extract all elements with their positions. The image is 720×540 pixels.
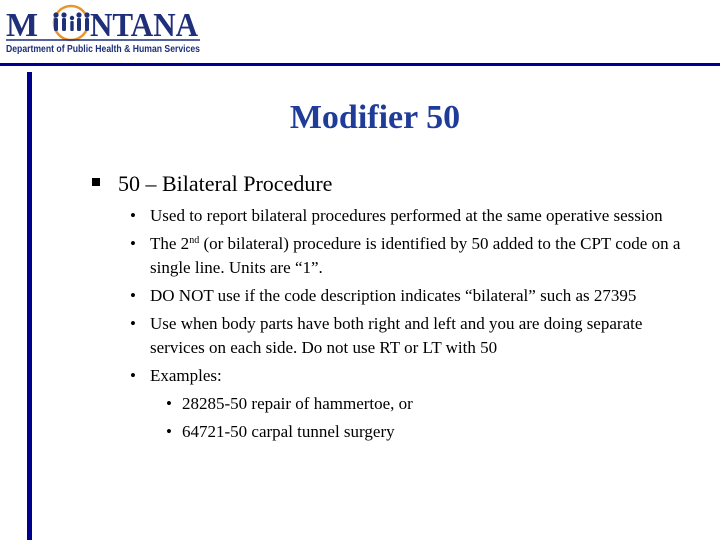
list-item: [92, 312, 682, 360]
list-item: [92, 232, 682, 280]
list-item-text-post: (or bilateral) procedure is identified by 50 added to the CPT code on a single line. Units are “1”.: [150, 234, 681, 277]
example-item: [92, 420, 682, 444]
bullet-dot-icon: •: [130, 206, 136, 225]
svg-text:NTANA: NTANA: [90, 7, 199, 44]
bullet-dot-icon: •: [130, 286, 136, 305]
slide-title: Modifier 50: [289, 99, 461, 136]
bullet-dot-icon: •: [130, 366, 136, 385]
slide-content: [92, 170, 682, 448]
list-item: [92, 284, 682, 308]
bullet-dot-icon: •: [166, 422, 172, 441]
example-text: 64721-50 carpal tunnel surgery: [182, 422, 395, 441]
list-item-text: Used to report bilateral procedures performed at the same operative session: [150, 206, 663, 225]
heading-bullet: [92, 170, 682, 198]
bullet-dot-icon: •: [130, 314, 136, 333]
header-rule: [0, 63, 720, 66]
list-item-text: Examples:: [150, 366, 222, 385]
list-item-superscript: nd: [189, 235, 200, 246]
example-item: [92, 392, 682, 416]
left-accent-rule: [27, 72, 32, 540]
bullet-dot-icon: •: [130, 234, 136, 253]
square-bullet-icon: [92, 178, 100, 186]
svg-text:M: M: [6, 7, 39, 44]
logo-department-text: Department of Public Health & Human Services: [6, 44, 201, 55]
example-text: 28285-50 repair of hammertoe, or: [182, 394, 413, 413]
list-item-text: DO NOT use if the code description indicates “bilateral” such as 27395: [150, 286, 637, 305]
list-item-text-pre: The 2: [150, 234, 190, 253]
bullet-dot-icon: •: [166, 394, 172, 413]
list-item: [92, 204, 682, 228]
heading-text: 50 – Bilateral Procedure: [118, 171, 333, 196]
list-item: [92, 364, 682, 388]
dphhs-logo: [2, 2, 204, 62]
list-item-text: Use when body parts have both right and left and you are doing separate services on each side. Do not use RT or LT with 50: [150, 314, 643, 357]
